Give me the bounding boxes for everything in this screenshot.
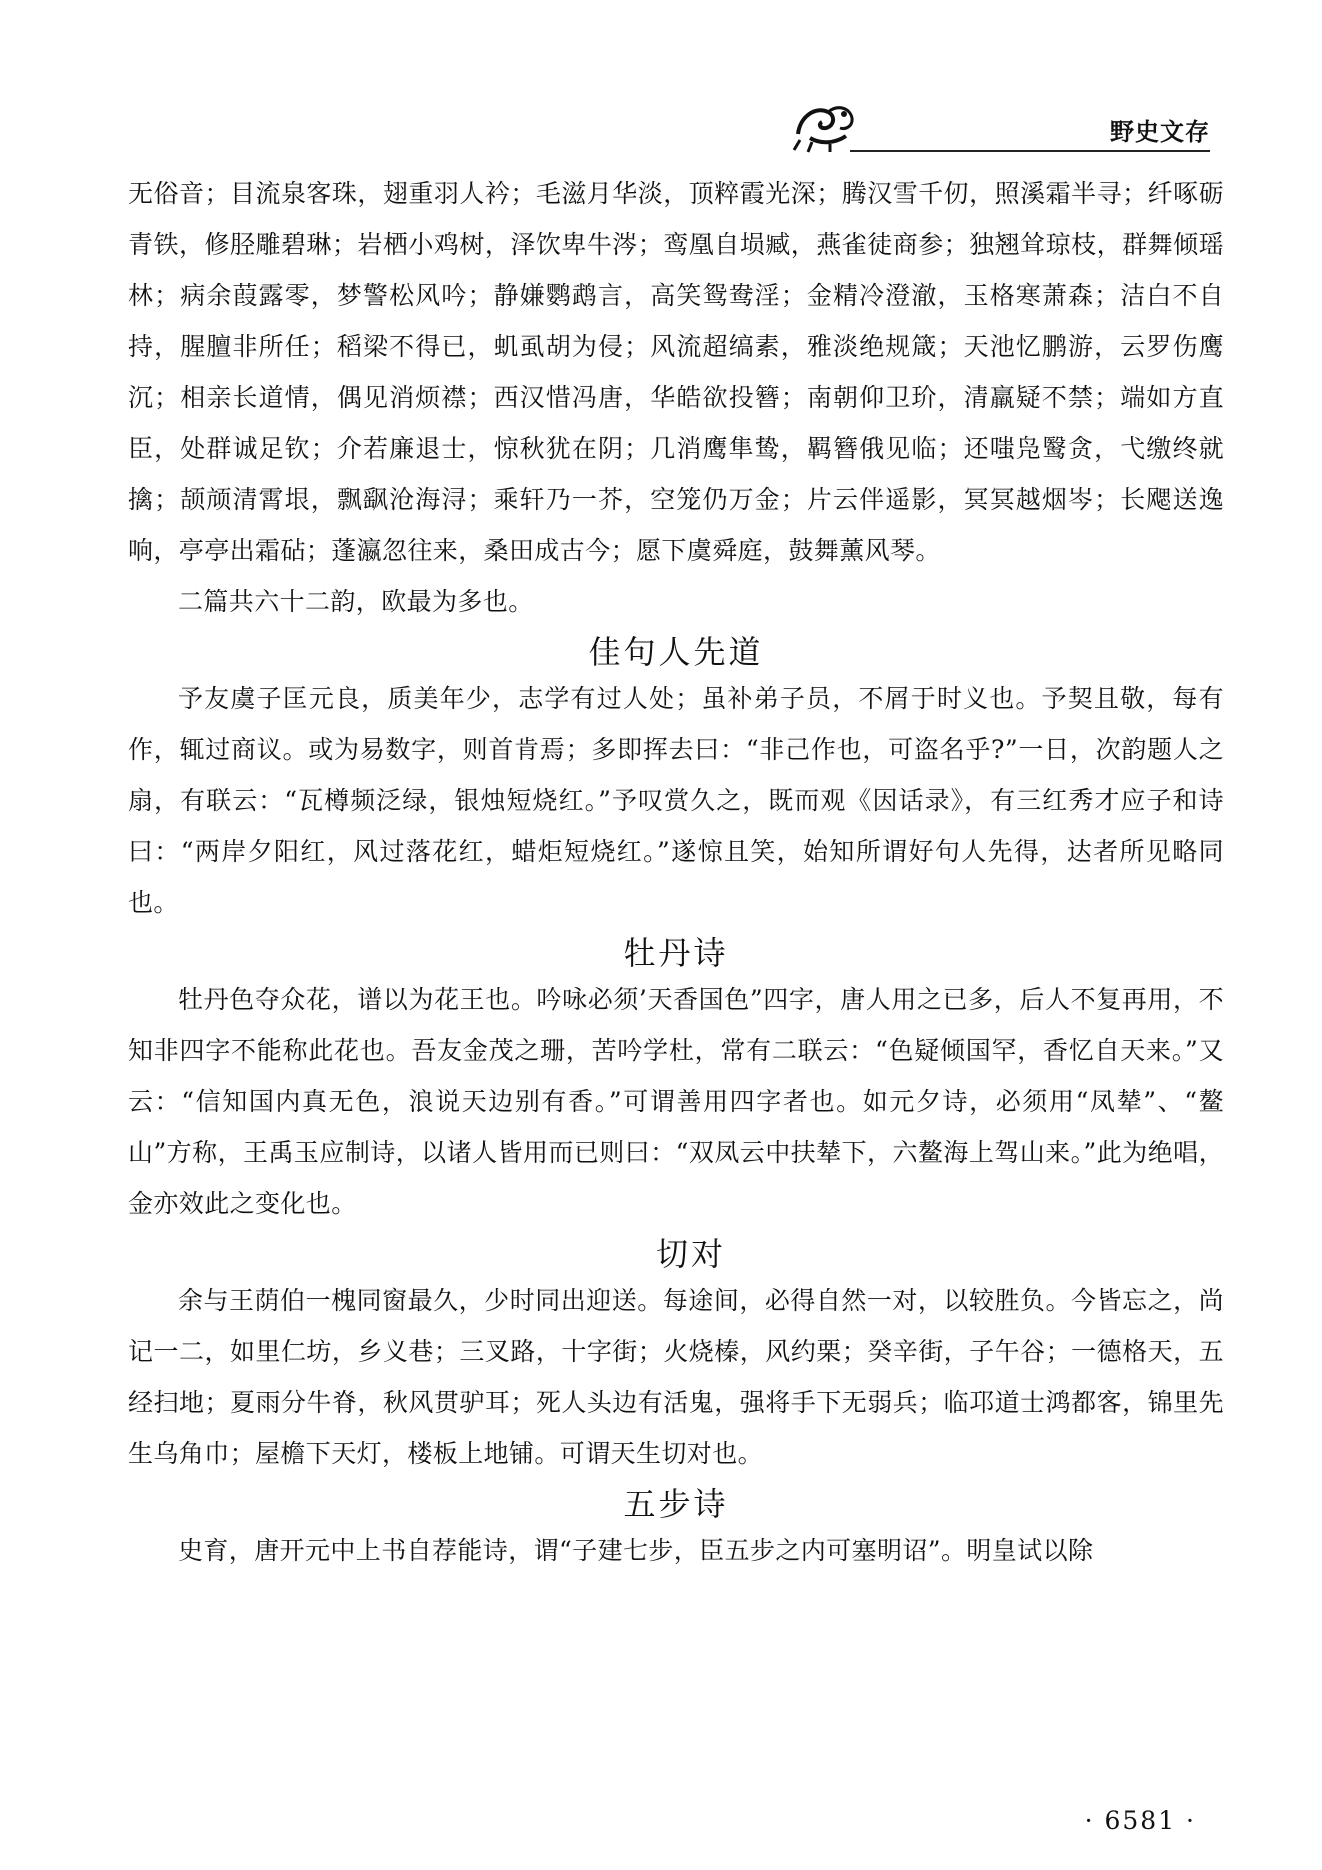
poem-note: 二篇共六十二韵，欧最为多也。: [178, 587, 534, 616]
header-rule: [850, 150, 1210, 152]
dragon-emblem-icon: [790, 94, 860, 154]
section-title-mudan: 牡丹诗: [623, 934, 729, 972]
section-title-qiedui: 切对: [655, 1235, 726, 1273]
poem-continuation: 无俗音；目流泉客珠，翅重羽人衿；毛滋月华淡，顶粹霞光深；腾汉雪千仞，照溪霜半寻；纤啄砺青铁，修胫雕碧琳；岩栖小鸡树，泽饮卑牛涔；鸾凰自埙臧，燕雀徒商参；独翘耸琼枝，群舞倾瑶林；病余葭露零，梦警松风吟；静嫌鹦鹉言，高笑鸳鸯淫；金精冷澄澈，玉格寒萧森；洁白不自持，腥膻非所任；稻梁不得已，虮虱胡为侵；风流超缟素，雅淡绝规箴；天池忆鹏游，云罗伤鹰沉；相亲长道情，偶见消烦襟；西汉惜冯唐，华皓欲投簪；南朝仰卫玠，清羸疑不禁；端如方直臣，处群诚足钦；介若廉退士，惊秋犹在阴；几消鹰隼鸷，羁簪俄见临；还嗤凫鹥贪，弋缴终就擒；颉颃清霄垠，飘飖沧海浔；乘轩乃一芥，空笼仍万金；片云伴遥影，冥冥越烟岑；长飔送逸响，亭亭出霜砧；蓬瀛忽往来，桑田成古今；愿下虞舜庭，鼓舞薰风琴。: [128, 179, 1224, 565]
section-body-mudan: 牡丹色夺众花，谱以为花王也。吟咏必须’天香国色”四字，唐人用之已多，后人不复再用，不知非四字不能称此花也。吾友金茂之珊，苦吟学杜，常有二联云：“色疑倾国罕，香忆自天来。”又云：“信知国内真无色，浪说天边别有香。”可谓善用四字者也。如元夕诗，必须用“凤辇”、“鳌山”方称，王禹玉应制诗，以诸人皆用而已则曰：“双凤云中扶辇下，六鳌海上驾山来。”此为绝唱，金亦效此之变化也。: [128, 985, 1224, 1218]
section-title-wubu: 五步诗: [623, 1485, 729, 1523]
section-title-jiaju: 佳句人先道: [588, 633, 764, 671]
running-header: [790, 88, 1210, 158]
running-title: 野史文存: [1110, 118, 1210, 146]
page-content: [128, 168, 1224, 1576]
section-body-jiaju: 予友虞子匡元良，质美年少，志学有过人处；虽补弟子员，不屑于时义也。予契且敬，每有作，辄过商议。或为易数字，则首肯焉；多即挥去曰：“非己作也，可盗名乎?”一日，次韵题人之扇，有联云：“瓦樽频泛绿，银烛短烧红。”予叹赏久之，既而观《因话录》，有三红秀才应子和诗曰：“两岸夕阳红，风过落花红，蜡炬短烧红。”遂惊且笑，始知所谓好句人先得，达者所见略同也。: [128, 684, 1224, 917]
section-body-wubu: 史育，唐开元中上书自荐能诗，谓“子建七步，臣五步之内可塞明诏”。明皇试以除: [178, 1536, 1094, 1565]
page-number: · 6581 ·: [1084, 1806, 1196, 1835]
section-body-qiedui: 余与王荫伯一槐同窗最久，少时同出迎送。每途间，必得自然一对，以较胜负。今皆忘之，尚记一二，如里仁坊，乡义巷；三叉路，十字街；火烧榛，风约栗；癸辛街，子午谷；一德格天，五经扫地；夏雨分牛脊，秋风贯驴耳；死人头边有活鬼，强将手下无弱兵；临邛道士鸿都客，锦里先生乌角巾；屋檐下天灯，楼板上地铺。可谓天生切对也。: [128, 1286, 1224, 1468]
